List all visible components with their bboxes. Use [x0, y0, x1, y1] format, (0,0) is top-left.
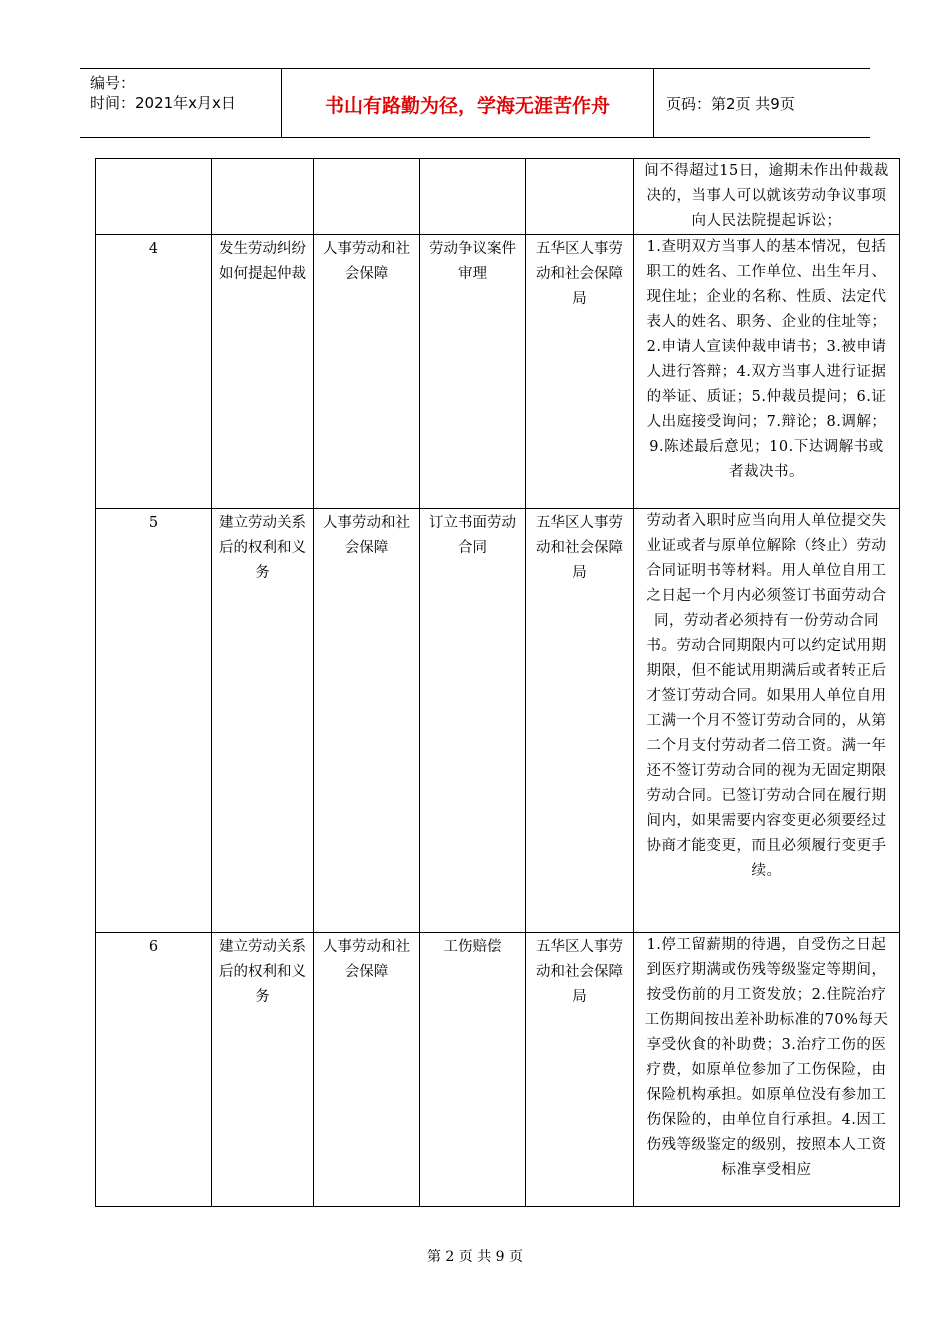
- document-header: [80, 68, 870, 138]
- cell-detail: 1.查明双方当事人的基本情况，包括职工的姓名、工作单位、出生年月、现住址；企业的名称、性质、法定代表人的姓名、职务、企业的住址等；2.申请人宣读仲裁申请书；3.被申请人进行答辩；4.双方当事人进行证据的举证、质证；5.仲裁员提问；6.证人出庭接受询问；7.辩论；8.调解；9.陈述最后意见；10.下达调解书或者裁决书。: [634, 235, 900, 509]
- cell-issue: 建立劳动关系后的权利和义务: [212, 933, 314, 1207]
- cell-no: 5: [96, 509, 212, 933]
- cell-category: 人事劳动和社会保障: [314, 509, 420, 933]
- cell-detail: 劳动者入职时应当向用人单位提交失业证或者与原单位解除（终止）劳动合同证明书等材料。用人单位自用工之日起一个月内必须签订书面劳动合同，劳动者必须持有一份劳动合同书。劳动合同期限内可以约定试用期期限，但不能试用期满后或者转正后才签订劳动合同。如果用人单位自用工满一个月不签订劳动合同的，从第二个月支付劳动者二倍工资。满一年还不签订劳动合同的视为无固定期限劳动合同。已签订劳动合同在履行期间内，如果需要内容变更必须要经过协商才能变更，而且必须履行变更手续。: [634, 509, 900, 933]
- table-row: [96, 509, 900, 933]
- cell-category: 人事劳动和社会保障: [314, 235, 420, 509]
- cell-category: 人事劳动和社会保障: [314, 933, 420, 1207]
- header-meta: [80, 69, 282, 137]
- cell-no: 4: [96, 235, 212, 509]
- time-label: 时间：2021年x月x日: [90, 94, 236, 112]
- motto: 书山有路勤为径，学海无涯苦作舟: [282, 69, 654, 137]
- page-footer: 第 2 页 共 9 页: [426, 1249, 524, 1265]
- cell-detail: 间不得超过15日，逾期未作出仲裁裁决的，当事人可以就该劳动争议事项向人民法院提起诉讼；: [634, 159, 900, 235]
- cell-no: 6: [96, 933, 212, 1207]
- cell-item: 工伤赔偿: [420, 933, 526, 1207]
- cell-item: 劳动争议案件审理: [420, 235, 526, 509]
- cell-authority: 五华区人事劳动和社会保障局: [526, 235, 634, 509]
- table-row: [96, 235, 900, 509]
- cell-item: 订立书面劳动合同: [420, 509, 526, 933]
- table-row: [96, 933, 900, 1207]
- cell-no: [96, 159, 212, 235]
- cell-authority: 五华区人事劳动和社会保障局: [526, 509, 634, 933]
- cell-detail: 1.停工留薪期的待遇，自受伤之日起到医疗期满或伤残等级鉴定等期间，按受伤前的月工资发放；2.住院治疗工伤期间按出差补助标准的70%每天享受伙食的补助费；3.治疗工伤的医疗费，如原单位参加了工伤保险，由保险机构承担。如原单位没有参加工伤保险的，由单位自行承担。4.因工伤残等级鉴定的级别，按照本人工资标准享受相应: [634, 933, 900, 1207]
- table-row: [96, 159, 900, 235]
- cell-item: [420, 159, 526, 235]
- cell-issue: [212, 159, 314, 235]
- cell-issue: 建立劳动关系后的权利和义务: [212, 509, 314, 933]
- cell-authority: [526, 159, 634, 235]
- cell-category: [314, 159, 420, 235]
- cell-issue: 发生劳动纠纷如何提起仲裁: [212, 235, 314, 509]
- number-label: 编号：: [90, 74, 136, 92]
- page-label: 页码：第2页 共9页: [666, 95, 795, 113]
- content-table: [95, 158, 900, 1207]
- cell-authority: 五华区人事劳动和社会保障局: [526, 933, 634, 1207]
